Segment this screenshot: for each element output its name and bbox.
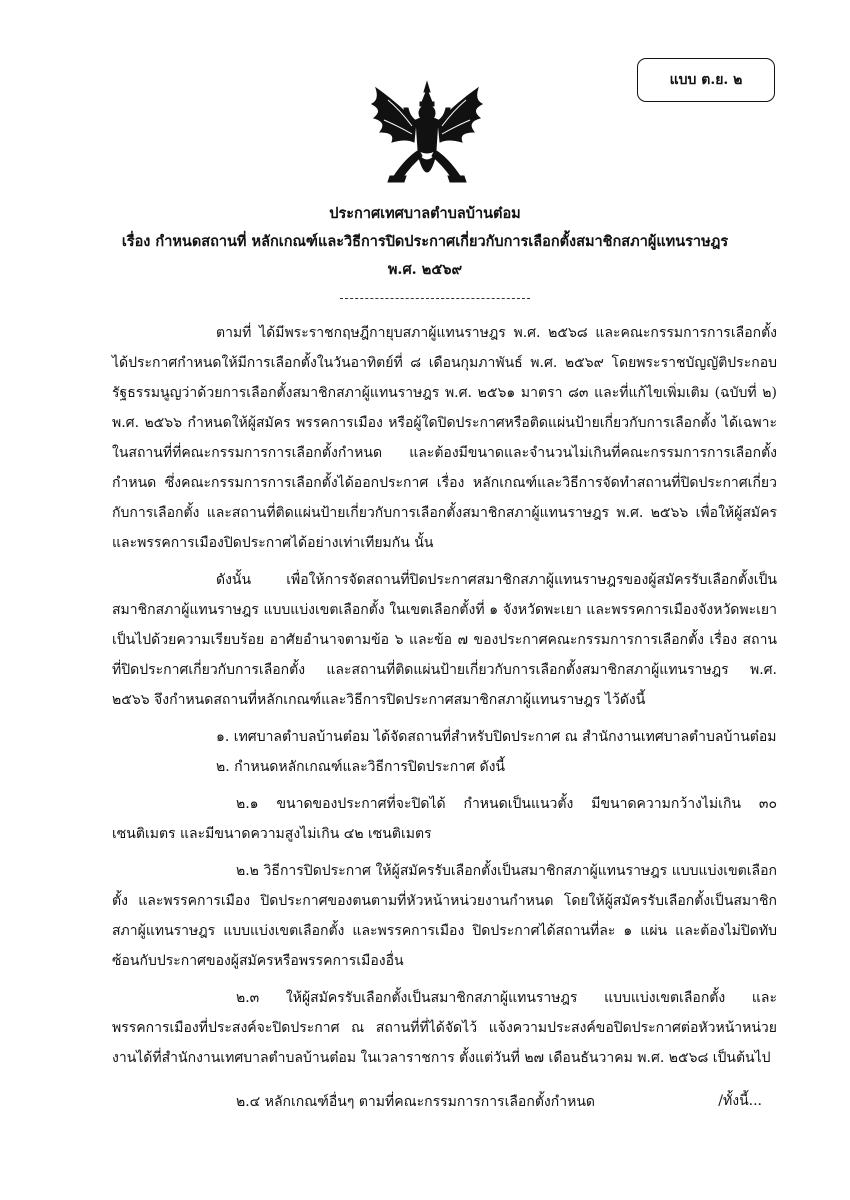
title-issuer: ประกาศเทศบาลตำบลบ้านต๋อม — [329, 205, 521, 222]
clause-2-2: ๒.๒ วิธีการปิดประกาศ ให้ผู้สมัครรับเลือกตั้งเป็นสมาชิกสภาผู้แทนราษฎร แบบแบ่งเขตเลือกตั้ง และพรรคการเมือง ปิดประกาศของตนตามที่หัวหน้าหน่วยงานกำหนด โดยให้ผู้สมัครรับเลือกตั้งเป็นสมาชิกสภาผู้แทนราษฎร แบบแบ่งเขตเลือกตั้ง และพรรคการเมือง ปิดประกาศได้สถานที่ละ ๑ แผ่น และต้องไม่ปิดทับซ้อนกับประกาศของผู้สมัครหรือพรรคการเมืองอื่น — [112, 863, 777, 969]
title-year: พ.ศ. ๒๕๖๙ — [387, 261, 463, 278]
garuda-emblem-icon — [366, 80, 488, 192]
paragraph-resolution: ดังนั้น เพื่อให้การจัดสถานที่ปิดประกาศสมาชิกสภาผู้แทนราษฎรของผู้สมัครรับเลือกตั้งเป็นสมาชิกสภาผู้แทนราษฎร แบบแบ่งเขตเลือกตั้ง ในเขตเลือกตั้งที่ ๑ จังหวัดพะเยา และพรรคการเมืองจังหวัดพะเยา เป็นไปด้วยความเรียบร้อย อาศัยอำนาจตามข้อ ๖ และข้อ ๗ ของประกาศคณะกรรมการการเลือกตั้ง เรื่อง สถานที่ปิดประกาศเกี่ยวกับการเลือกตั้ง และสถานที่ติดแผ่นป้ายเกี่ยวกับการเลือกตั้งสมาชิกสภาผู้แทนราษฎร พ.ศ. ๒๕๖๖ จึงกำหนดสถานที่หลักเกณฑ์และวิธีการปิดประกาศสมาชิกสภาผู้แทนราษฎร ไว้ดังนี้ — [112, 572, 777, 708]
clause-2-1: ๒.๑ ขนาดของประกาศที่จะปิดได้ กำหนดเป็นแนวตั้ง มีขนาดความกว้างไม่เกิน ๓๐ เซนติเมตร และมีขนาดความสูงไม่เกิน ๔๒ เซนติเมตร — [112, 796, 777, 842]
announcement-title — [60, 200, 790, 284]
clause-1: ๑. เทศบาลตำบลบ้านต๋อม ได้จัดสถานที่สำหรับปิดประกาศ ณ สำนักงานเทศบาลตำบลบ้านต๋อม — [216, 729, 777, 745]
paragraph-preamble: ตามที่ ได้มีพระราชกฤษฎีกายุบสภาผู้แทนราษฎร พ.ศ. ๒๕๖๘ และคณะกรรมการการเลือกตั้ง ได้ประกาศกำหนดให้มีการเลือกตั้งในวันอาทิตย์ที่ ๘ เดือนกุมภาพันธ์ พ.ศ. ๒๕๖๙ โดยพระราชบัญญัติประกอบรัฐธรรมนูญว่าด้วยการเลือกตั้งสมาชิกสภาผู้แทนราษฎร พ.ศ. ๒๕๖๑ มาตรา ๘๓ และที่แก้ไขเพิ่มเติม (ฉบับที่ ๒) พ.ศ. ๒๕๖๖ กำหนดให้ผู้สมัคร พรรคการเมือง หรือผู้ใดปิดประกาศหรือติดแผ่นป้ายเกี่ยวกับการเลือกตั้ง ได้เฉพาะในสถานที่ที่คณะกรรมการการเลือกตั้งกำหนด และต้องมีขนาดและจำนวนไม่เกินที่คณะกรรมการการเลือกตั้งกำหนด ซึ่งคณะกรรมการการเลือกตั้งได้ออกประกาศ เรื่อง หลักเกณฑ์และวิธีการจัดทำสถานที่ปิดประกาศเกี่ยวกับการเลือกตั้ง และสถานที่ติดแผ่นป้ายเกี่ยวกับการเลือกตั้งสมาชิกสภาผู้แทนราษฎร พ.ศ. ๒๕๖๖ เพื่อให้ผู้สมัครและพรรคการเมืองปิดประกาศได้อย่างเท่าเทียมกัน นั้น — [112, 325, 777, 551]
form-code: แบบ ต.ย. ๒ — [669, 72, 743, 88]
title-separator — [340, 298, 530, 299]
clause-2-4: ๒.๔ หลักเกณฑ์อื่นๆ ตามที่คณะกรรมการการเลือกตั้งกำหนด — [236, 1094, 595, 1110]
announcement-body — [112, 318, 777, 1124]
clause-2: ๒. กำหนดหลักเกณฑ์และวิธีการปิดประกาศ ดังนี้ — [216, 759, 505, 775]
continuation-marker: /ทั้งนี้... — [718, 1093, 762, 1109]
title-subject: เรื่อง กำหนดสถานที่ หลักเกณฑ์และวิธีการปิดประกาศเกี่ยวกับการเลือกตั้งสมาชิกสภาผู้แทนราษฎร — [121, 233, 729, 250]
clause-2-3: ๒.๓ ให้ผู้สมัครรับเลือกตั้งเป็นสมาชิกสภาผู้แทนราษฎร แบบแบ่งเขตเลือกตั้ง และพรรคการเมืองที่ประสงค์จะปิดประกาศ ณ สถานที่ที่ได้จัดไว้ แจ้งความประสงค์ขอปิดประกาศต่อหัวหน้าหน่วยงานได้ที่สำนักงานเทศบาลตำบลบ้านต๋อม ในเวลาราชการ ตั้งแต่วันที่ ๒๗ เดือนธันวาคม พ.ศ. ๒๕๖๘ เป็นต้นไป — [112, 990, 777, 1066]
form-code-box — [637, 58, 775, 102]
